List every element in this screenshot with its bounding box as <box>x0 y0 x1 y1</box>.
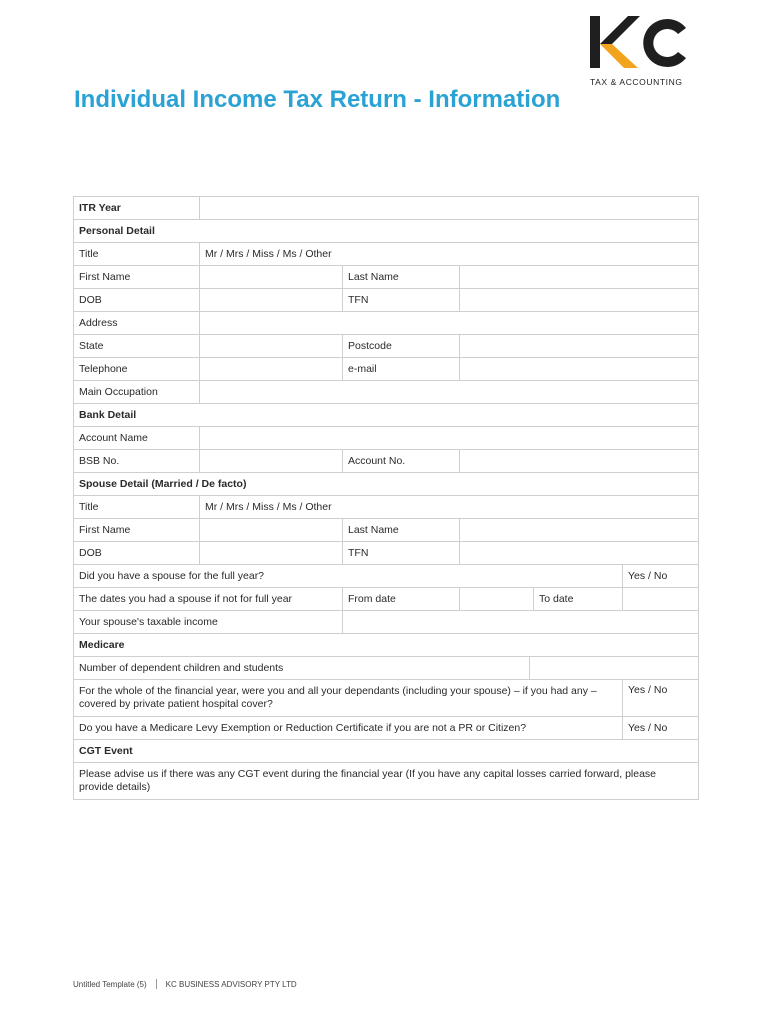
spouse-tfn-label: TFN <box>342 542 459 564</box>
spouse-full-year-choice[interactable]: Yes / No <box>622 565 698 587</box>
last-name-label: Last Name <box>342 266 459 288</box>
row-spouse-income <box>74 611 698 634</box>
bsb-field[interactable] <box>199 450 342 472</box>
private-cover-label: For the whole of the financial year, were you and all your dependants (including your spouse) – if you had any – covered by private patient hospital cover? <box>79 685 597 710</box>
footer-company: KC BUSINESS ADVISORY PTY LTD <box>165 979 297 989</box>
page-title: Individual Income Tax Return - Information <box>74 86 561 113</box>
bank-detail-heading: Bank Detail <box>79 408 137 421</box>
row-itr-year <box>74 197 698 220</box>
spouse-full-year-label: Did you have a spouse for the full year? <box>79 569 265 582</box>
from-date-label: From date <box>342 588 459 610</box>
cgt-text[interactable]: Please advise us if there was any CGT event during the financial year (If you have any capital losses carried forward, please provide details) <box>79 768 657 793</box>
row-spouse-dob <box>74 542 698 565</box>
state-label: State <box>79 339 104 352</box>
section-personal-detail <box>74 220 698 243</box>
private-cover-choice[interactable]: Yes / No <box>622 680 698 716</box>
address-label: Address <box>79 316 118 329</box>
spouse-title-options[interactable]: Mr / Mrs / Miss / Ms / Other <box>199 496 698 518</box>
telephone-field[interactable] <box>199 358 342 380</box>
row-account-name <box>74 427 698 450</box>
first-name-field[interactable] <box>199 266 342 288</box>
dependents-field[interactable] <box>529 657 698 679</box>
spouse-dates-label: The dates you had a spouse if not for full year <box>79 592 293 605</box>
row-telephone <box>74 358 698 381</box>
bsb-label: BSB No. <box>79 454 120 467</box>
title-label: Title <box>79 247 99 260</box>
dob-field[interactable] <box>199 289 342 311</box>
first-name-label: First Name <box>79 270 131 283</box>
spouse-last-name-field[interactable] <box>459 519 698 541</box>
spouse-tfn-field[interactable] <box>459 542 698 564</box>
section-spouse-detail <box>74 473 698 496</box>
to-date-label: To date <box>533 588 622 610</box>
spouse-first-name-field[interactable] <box>199 519 342 541</box>
row-levy-exemption <box>74 717 698 740</box>
row-cgt-text <box>74 763 698 800</box>
title-options[interactable]: Mr / Mrs / Miss / Ms / Other <box>199 243 698 265</box>
spouse-title-label: Title <box>79 500 99 513</box>
postcode-field[interactable] <box>459 335 698 357</box>
footer-template: Untitled Template (5) <box>73 979 147 989</box>
row-spouse-title <box>74 496 698 519</box>
cgt-event-heading: CGT Event <box>79 744 133 757</box>
account-no-label: Account No. <box>342 450 459 472</box>
spouse-detail-heading: Spouse Detail (Married / De facto) <box>79 477 247 490</box>
spouse-income-field[interactable] <box>342 611 698 633</box>
from-date-field[interactable] <box>459 588 533 610</box>
row-address <box>74 312 698 335</box>
spouse-dob-field[interactable] <box>199 542 342 564</box>
dob-label: DOB <box>79 293 102 306</box>
postcode-label: Postcode <box>342 335 459 357</box>
medicare-heading: Medicare <box>79 638 125 651</box>
section-medicare <box>74 634 698 657</box>
row-name <box>74 266 698 289</box>
row-dob <box>74 289 698 312</box>
row-state <box>74 335 698 358</box>
row-occupation <box>74 381 698 404</box>
row-bsb <box>74 450 698 473</box>
logo-subtitle: TAX & ACCOUNTING <box>590 77 683 87</box>
dependents-label: Number of dependent children and students <box>79 661 284 674</box>
account-name-field[interactable] <box>199 427 698 449</box>
occupation-field[interactable] <box>199 381 698 403</box>
tax-form <box>73 196 699 800</box>
levy-exemption-choice[interactable]: Yes / No <box>622 717 698 739</box>
row-private-cover <box>74 680 698 717</box>
account-no-field[interactable] <box>459 450 698 472</box>
row-spouse-dates <box>74 588 698 611</box>
section-cgt-event <box>74 740 698 763</box>
row-title <box>74 243 698 266</box>
levy-exemption-label: Do you have a Medicare Levy Exemption or Reduction Certificate if you are not a PR or Citizen? <box>79 721 527 734</box>
to-date-field[interactable] <box>622 588 698 610</box>
itr-year-field[interactable] <box>199 197 698 219</box>
footer <box>73 979 297 989</box>
spouse-income-label: Your spouse's taxable income <box>79 615 218 628</box>
tfn-label: TFN <box>342 289 459 311</box>
state-field[interactable] <box>199 335 342 357</box>
email-field[interactable] <box>459 358 698 380</box>
personal-detail-heading: Personal Detail <box>79 224 155 237</box>
occupation-label: Main Occupation <box>79 385 158 398</box>
row-dependents <box>74 657 698 680</box>
row-spouse-name <box>74 519 698 542</box>
row-spouse-full-year <box>74 565 698 588</box>
last-name-field[interactable] <box>459 266 698 288</box>
tfn-field[interactable] <box>459 289 698 311</box>
account-name-label: Account Name <box>79 431 148 444</box>
telephone-label: Telephone <box>79 362 128 375</box>
section-bank-detail <box>74 404 698 427</box>
spouse-first-name-label: First Name <box>79 523 131 536</box>
footer-divider <box>156 979 157 989</box>
itr-year-label: ITR Year <box>79 201 121 214</box>
spouse-dob-label: DOB <box>79 546 102 559</box>
spouse-last-name-label: Last Name <box>342 519 459 541</box>
address-field[interactable] <box>199 312 698 334</box>
email-label: e-mail <box>342 358 459 380</box>
